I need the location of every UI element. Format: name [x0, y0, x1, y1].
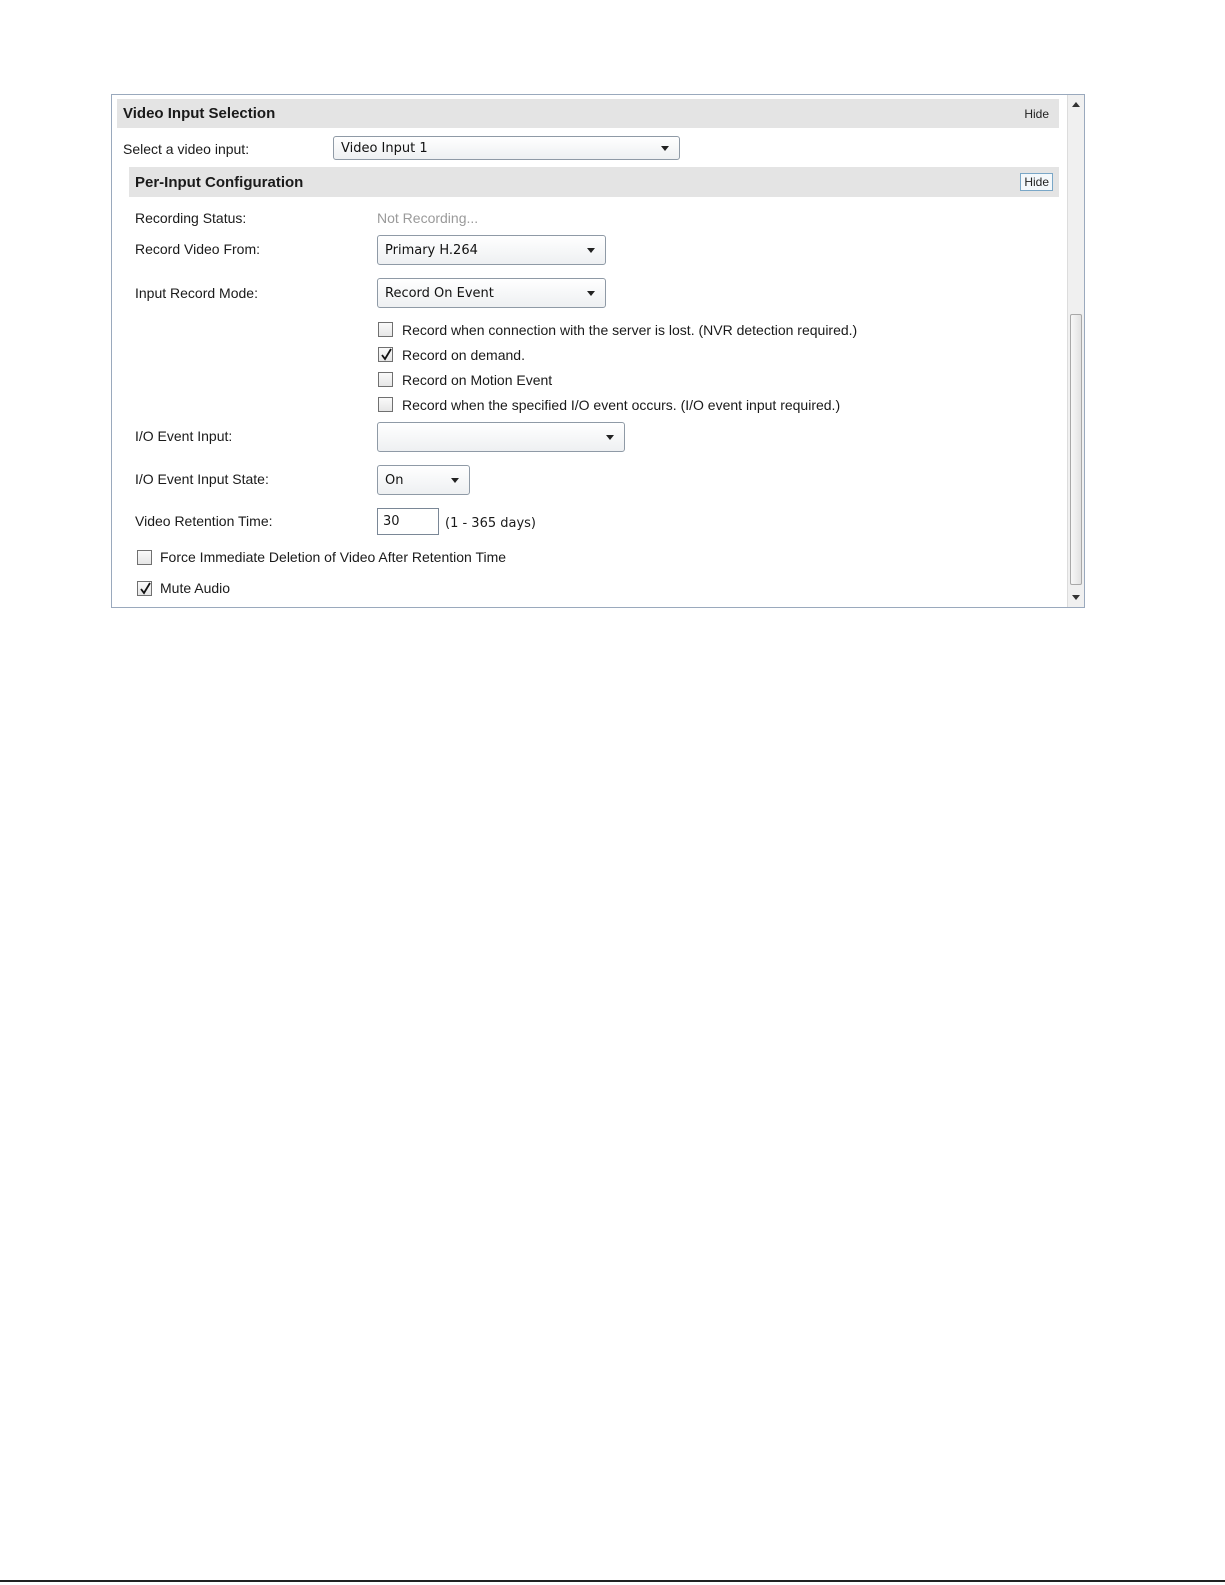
record-video-from-label: Record Video From:	[135, 241, 261, 257]
scroll-up-arrow-icon[interactable]	[1072, 102, 1080, 107]
input-record-mode-select[interactable]	[377, 278, 606, 308]
video-retention-time-input[interactable]	[377, 508, 439, 535]
video-retention-time-label: Video Retention Time:	[135, 513, 273, 529]
scrollbar-thumb[interactable]	[1070, 314, 1082, 585]
per-input-configuration-header	[129, 167, 1059, 197]
per-input-configuration-title: Per-Input Configuration	[135, 173, 304, 191]
chevron-down-icon	[451, 478, 459, 483]
page-bottom-divider	[0, 1580, 1225, 1582]
record-on-io-event-checkbox[interactable]	[378, 397, 393, 412]
video-input-select-value: Video Input 1	[341, 140, 428, 156]
io-event-input-state-select[interactable]	[377, 465, 470, 495]
record-on-connection-lost-label[interactable]: Record when connection with the server is lost. (NVR detection required.)	[402, 322, 858, 338]
record-on-connection-lost-checkbox[interactable]	[378, 322, 393, 337]
video-input-selection-hide-button[interactable]: Hide	[1024, 107, 1049, 121]
io-event-input-select[interactable]	[377, 422, 625, 452]
input-record-mode-value: Record On Event	[385, 285, 494, 301]
record-on-demand-label[interactable]: Record on demand.	[402, 347, 525, 363]
chevron-down-icon	[587, 291, 595, 296]
io-event-input-state-value: On	[385, 472, 404, 488]
video-retention-time-hint: (1 - 365 days)	[445, 516, 536, 531]
video-retention-time-value: 30	[383, 514, 400, 529]
checkmark-icon	[380, 348, 393, 361]
chevron-down-icon	[606, 435, 614, 440]
io-event-input-label: I/O Event Input:	[135, 428, 233, 444]
record-on-motion-event-checkbox[interactable]	[378, 372, 393, 387]
force-immediate-deletion-checkbox[interactable]	[137, 550, 152, 565]
video-input-selection-title: Video Input Selection	[123, 105, 276, 122]
vertical-scrollbar[interactable]	[1067, 95, 1084, 607]
video-input-selection-header	[117, 99, 1059, 128]
input-record-mode-label: Input Record Mode:	[135, 285, 258, 301]
checkmark-icon	[139, 582, 152, 595]
force-immediate-deletion-label[interactable]: Force Immediate Deletion of Video After Retention Time	[160, 549, 507, 565]
video-input-select[interactable]	[333, 136, 680, 160]
mute-audio-checkbox[interactable]	[137, 581, 152, 596]
recording-status-label: Recording Status:	[135, 210, 247, 226]
per-input-hide-button[interactable]: Hide	[1020, 173, 1053, 191]
mute-audio-label[interactable]: Mute Audio	[160, 580, 231, 596]
record-video-from-value: Primary H.264	[385, 242, 478, 258]
record-on-demand-checkbox[interactable]	[378, 347, 393, 362]
io-event-input-state-label: I/O Event Input State:	[135, 471, 269, 487]
chevron-down-icon	[587, 248, 595, 253]
scroll-down-arrow-icon[interactable]	[1072, 595, 1080, 600]
select-video-input-label: Select a video input:	[123, 141, 250, 157]
chevron-down-icon	[661, 146, 669, 151]
recording-status-value: Not Recording...	[377, 210, 479, 226]
record-on-motion-event-label[interactable]: Record on Motion Event	[402, 372, 553, 388]
record-on-io-event-label[interactable]: Record when the specified I/O event occurs. (I/O event input required.)	[402, 397, 841, 413]
record-video-from-select[interactable]	[377, 235, 606, 265]
